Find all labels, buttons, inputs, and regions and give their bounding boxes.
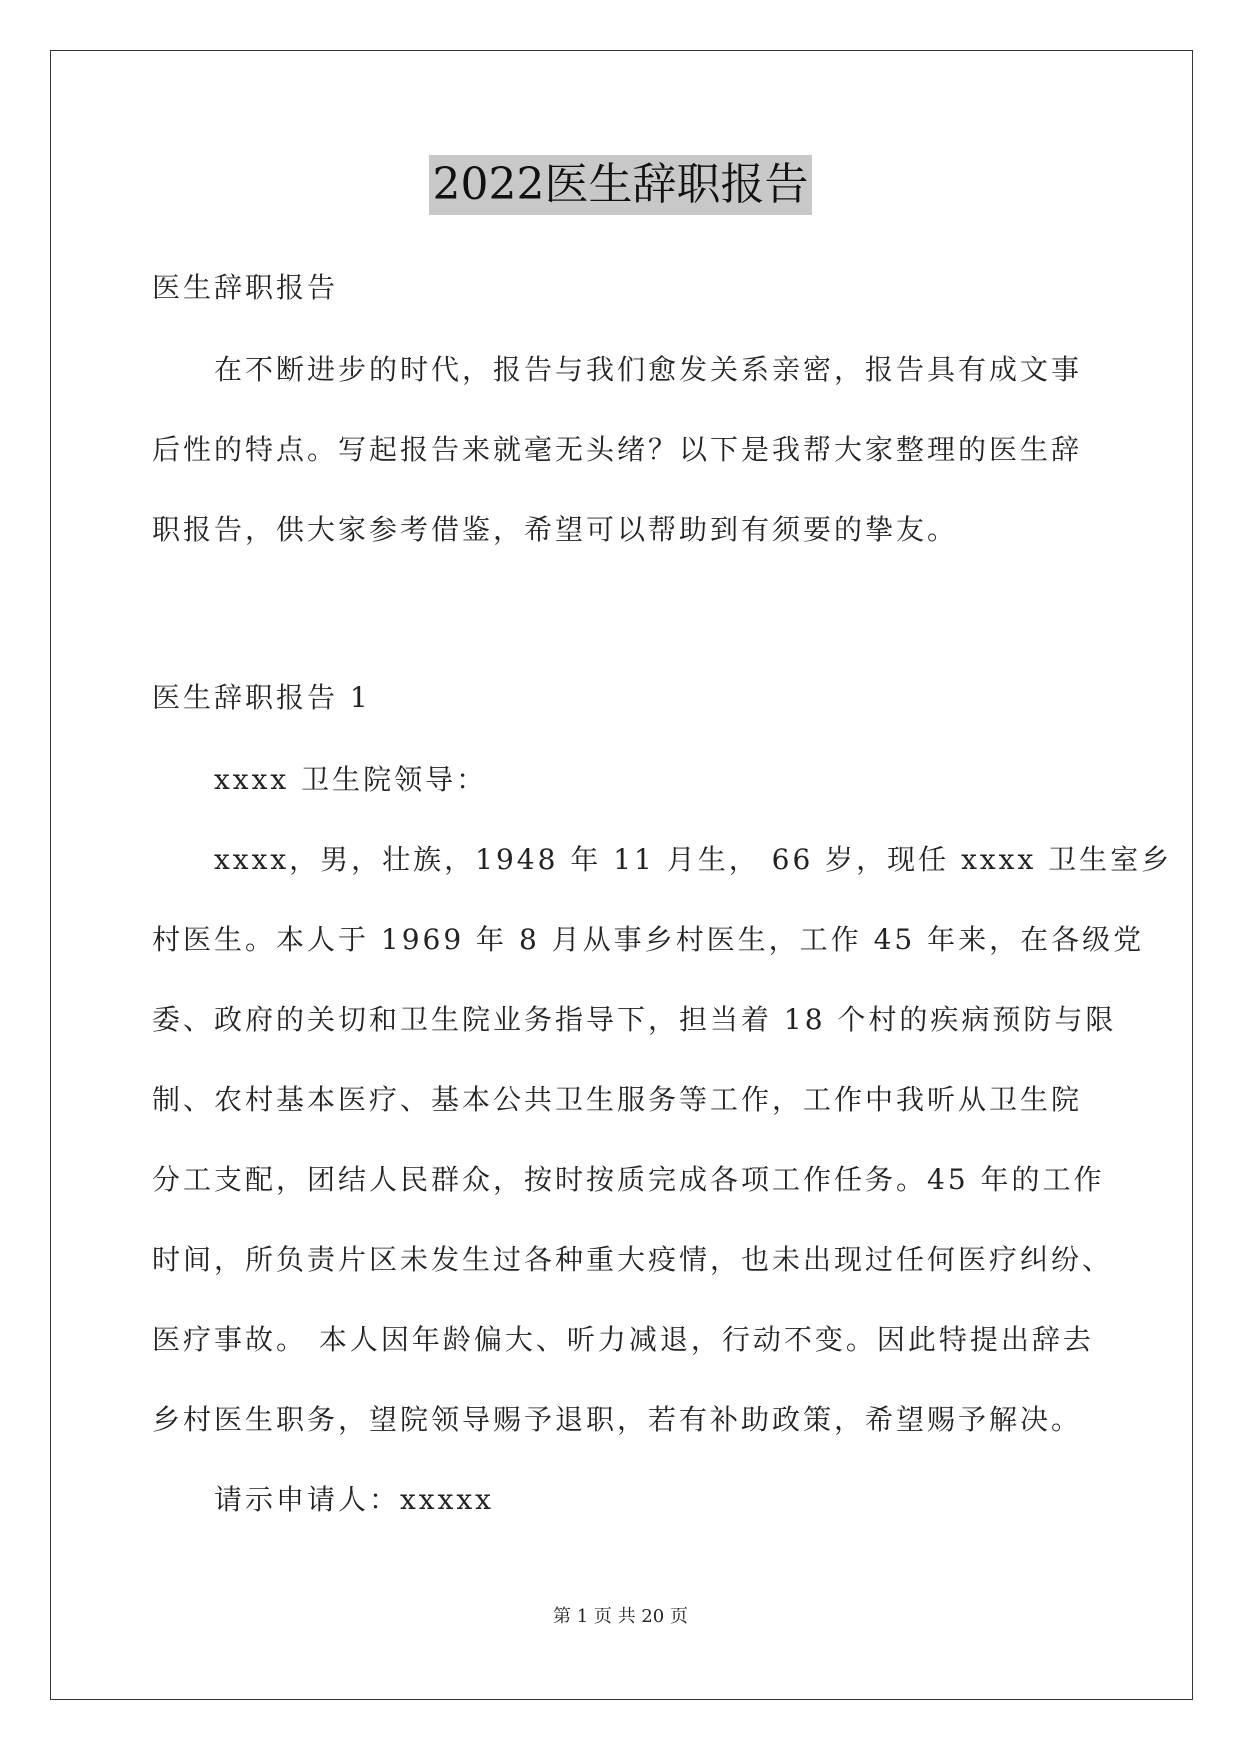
paragraph-line: 时间，所负责片区未发生过各种重大疫情，也未出现过任何医疗纠纷、 <box>152 1243 1114 1276</box>
paragraph-line: 制、农村基本医疗、基本公共卫生服务等工作，工作中我听从卫生院 <box>152 1083 1083 1116</box>
title-block <box>0 155 1241 215</box>
paragraph-line: 在不断进步的时代，报告与我们愈发关系亲密，报告具有成文事 <box>214 353 1083 386</box>
paragraph-line: 分工支配，团结人民群众，按时按质完成各项工作任务。45 年的工作 <box>152 1163 1105 1196</box>
section-heading: 医生辞职报告 <box>152 271 339 304</box>
paragraph-line: 后性的特点。写起报告来就毫无头绪？以下是我帮大家整理的医生辞 <box>152 433 1083 466</box>
salutation: xxxx 卫生院领导： <box>214 763 488 796</box>
paragraph-line: 医疗事故。 本人因年龄偏大、听力减退，行动不变。因此特提出辞去 <box>152 1323 1094 1356</box>
paragraph-line: 村医生。本人于 1969 年 8 月从事乡村医生，工作 45 年来，在各级党 <box>152 923 1145 956</box>
document-title: 2022医生辞职报告 <box>429 155 813 215</box>
paragraph-line: xxxx，男，壮族，1948 年 11 月生， 66 岁，现任 xxxx 卫生室乡 <box>214 843 1173 876</box>
signature-line: 请示申请人：xxxxx <box>214 1483 494 1516</box>
paragraph-line: 乡村医生职务，望院领导赐予退职，若有补助政策，希望赐予解决。 <box>152 1403 1083 1436</box>
paragraph-line: 职报告，供大家参考借鉴，希望可以帮助到有须要的挚友。 <box>152 513 959 546</box>
paragraph-line: 委、政府的关切和卫生院业务指导下，担当着 18 个村的疾病预防与限 <box>152 1003 1117 1036</box>
section-heading: 医生辞职报告 1 <box>152 681 371 714</box>
page-footer: 第 1 页 共 20 页 <box>553 1606 688 1627</box>
